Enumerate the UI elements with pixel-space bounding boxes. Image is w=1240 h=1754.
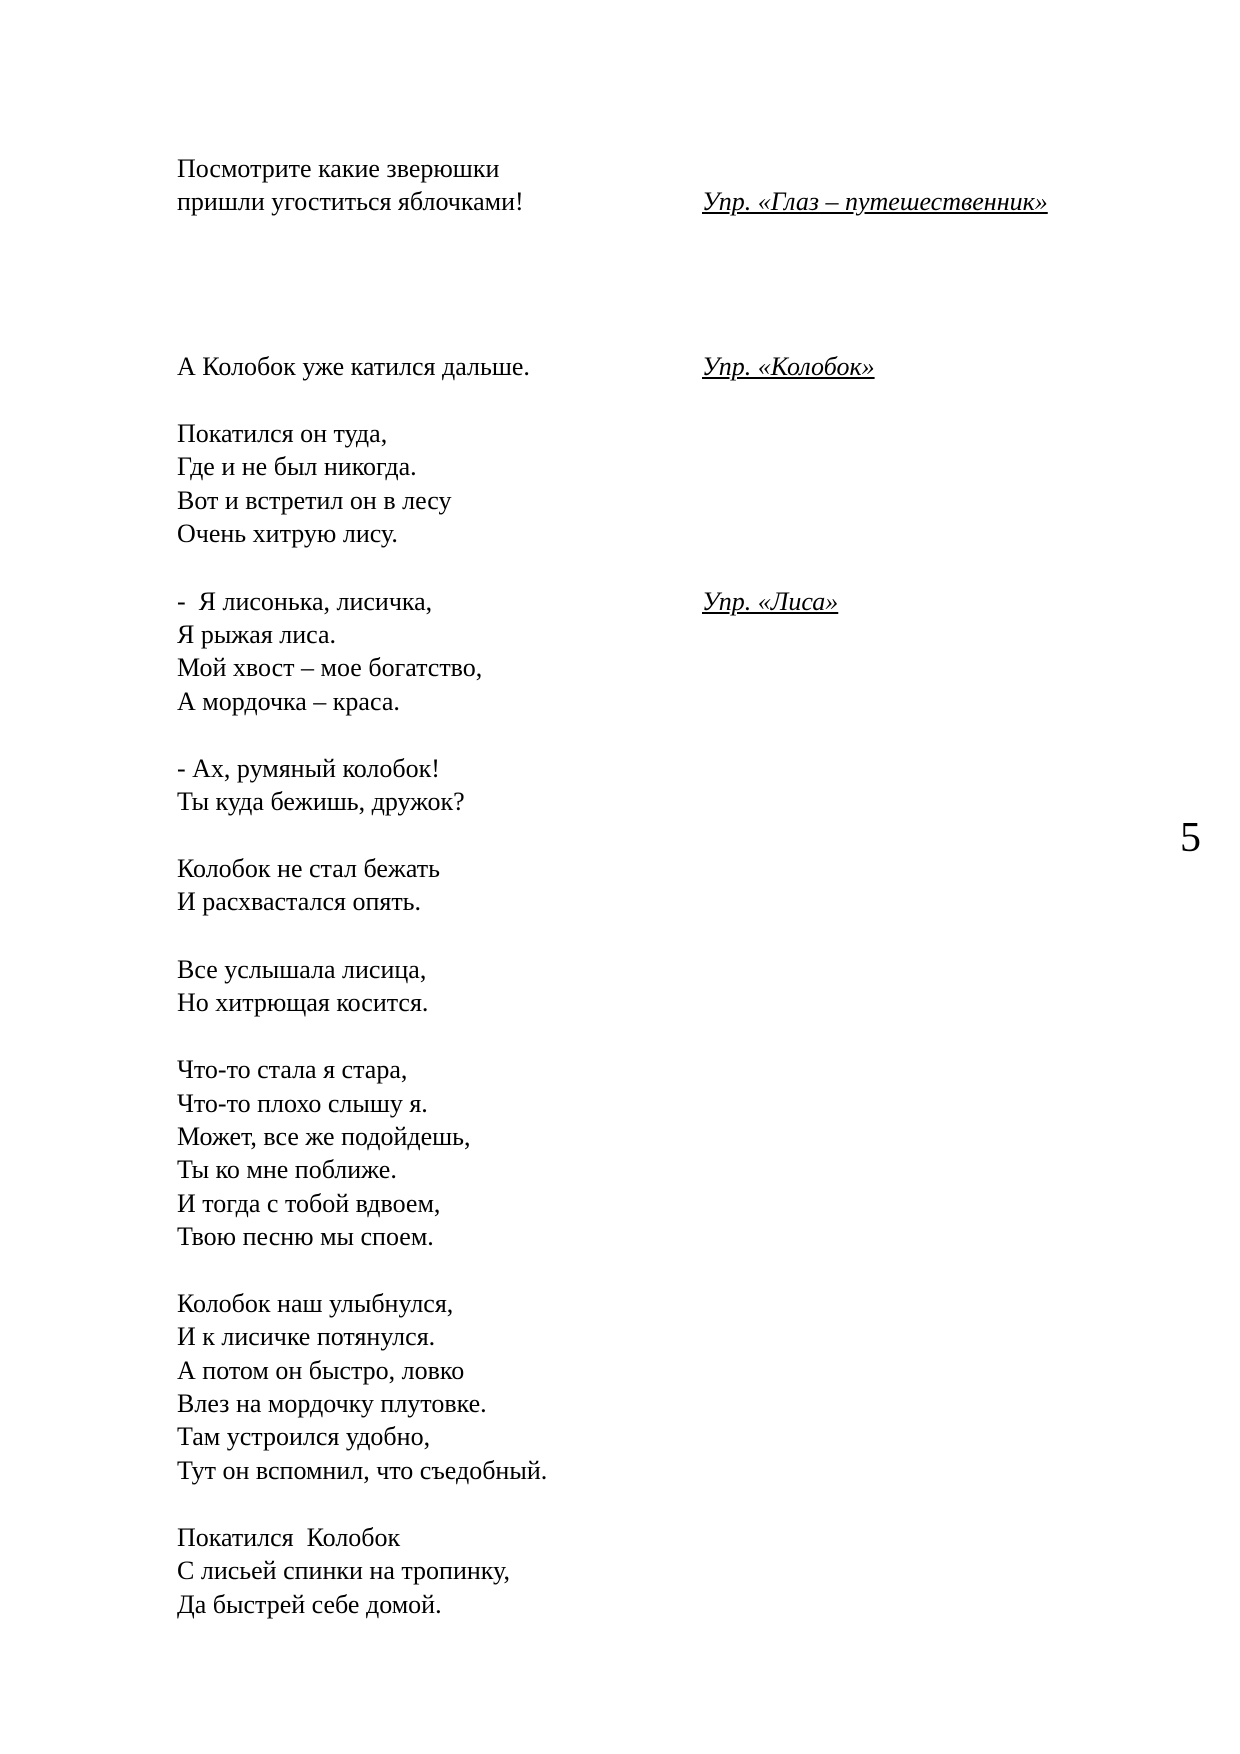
text-line: Все услышала лисица, [177,955,427,984]
text-line: Ты куда бежишь, дружок? [177,787,465,816]
text-line: Твою песню мы споем. [177,1222,434,1251]
text-line: Колобок наш улыбнулся, [177,1289,454,1318]
text-line: С лисьей спинки на тропинку, [177,1556,510,1585]
exercise-note: Упр. «Лиса» [702,587,839,616]
text-line: А мордочка – краса. [177,687,400,716]
text-line: Покатился он туда, [177,419,388,448]
text-line: Что-то плохо слышу я. [177,1089,428,1118]
text-line: И расхвастался опять. [177,887,422,916]
exercise-note: Упр. «Колобок» [702,352,875,381]
text-line: - Я лисонька, лисичка, [177,587,433,616]
text-line: Посмотрите какие зверюшки [177,154,500,183]
text-line: - Ах, румяный колобок! [177,754,440,783]
text-line: Влез на мордочку плутовке. [177,1389,487,1418]
text-line: Ты ко мне поближе. [177,1155,397,1184]
text-line: Может, все же подойдешь, [177,1122,471,1151]
text-line: Вот и встретил он в лесу [177,486,452,515]
text-line: Но хитрющая косится. [177,988,429,1017]
text-line: А потом он быстро, ловко [177,1356,465,1385]
text-line: Очень хитрую лису. [177,519,398,548]
text-line: пришли угоститься яблочками! [177,187,524,216]
text-line: Что-то стала я стара, [177,1055,408,1084]
text-line: Колобок не стал бежать [177,854,440,883]
text-line: Мой хвост – мое богатство, [177,653,483,682]
text-line: А Колобок уже катился дальше. [177,352,530,381]
text-line: Где и не был никогда. [177,452,417,481]
text-line: Там устроился удобно, [177,1422,431,1451]
exercise-note: Упр. «Глаз – путешественник» [702,187,1048,216]
text-line: Да быстрей себе домой. [177,1590,442,1619]
text-line: И тогда с тобой вдвоем, [177,1189,441,1218]
text-line: Покатился Колобок [177,1523,401,1552]
text-line: Я рыжая лиса. [177,620,337,649]
page-number: 5 [1180,815,1201,861]
text-line: И к лисичке потянулся. [177,1322,436,1351]
text-line: Тут он вспомнил, что съедобный. [177,1456,548,1485]
